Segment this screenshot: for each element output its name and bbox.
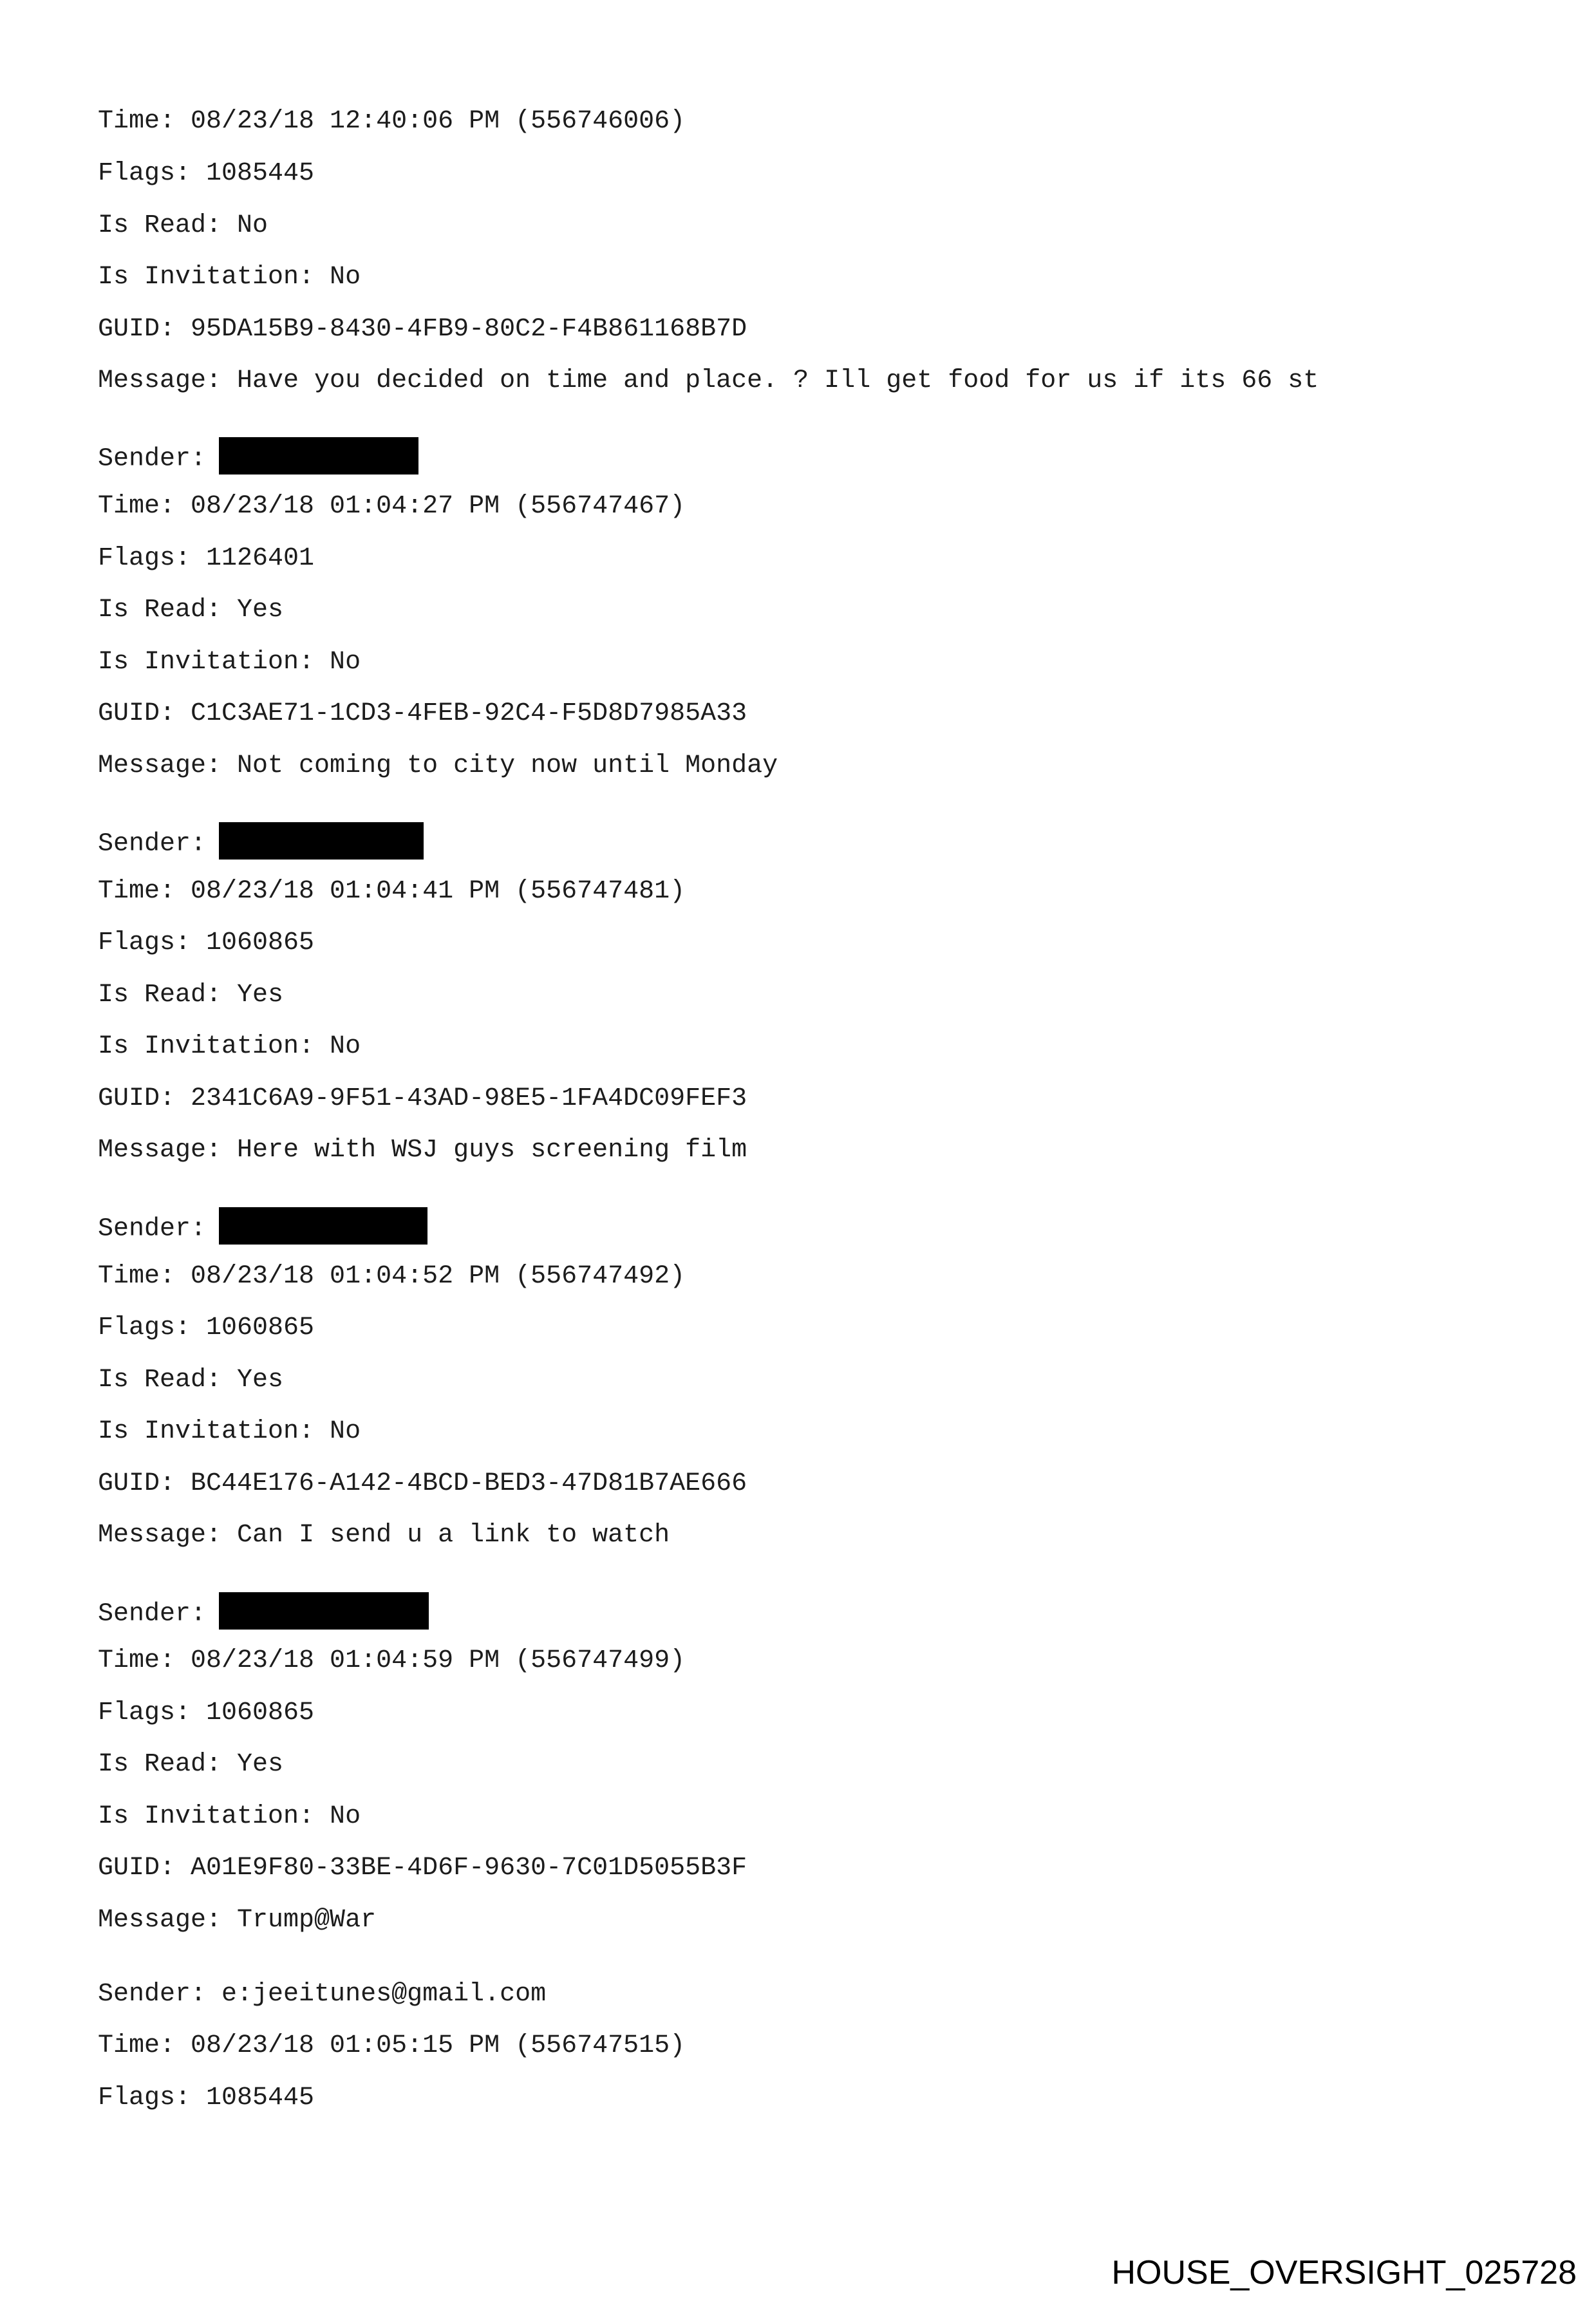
time-line <box>98 1646 685 1676</box>
redaction-box <box>219 822 424 860</box>
redaction-box <box>219 1207 427 1245</box>
guid-text: GUID: BC44E176-A142-4BCD-BED3-47D81B7AE666 <box>98 1469 747 1498</box>
guid-text: GUID: 2341C6A9-9F51-43AD-98E5-1FA4DC09FEF3 <box>98 1084 747 1113</box>
flags-line <box>98 1698 314 1728</box>
guid-text: GUID: C1C3AE71-1CD3-4FEB-92C4-F5D8D7985A33 <box>98 699 747 728</box>
bates-number: HOUSE_OVERSIGHT_025728 <box>1111 2254 1577 2291</box>
invitation-text: Is Invitation: No <box>98 648 361 677</box>
message-text: Message: Trump@War <box>98 1906 377 1935</box>
time-line <box>98 492 685 522</box>
guid-line <box>98 1469 747 1499</box>
read-line <box>98 1750 283 1780</box>
invitation-line <box>98 1802 361 1832</box>
time-line <box>98 877 685 907</box>
invitation-text: Is Invitation: No <box>98 1032 361 1061</box>
message-text: Message: Can I send u a link to watch <box>98 1521 670 1550</box>
time-text: Time: 08/23/18 01:04:27 PM (556747467) <box>98 492 686 521</box>
sender-line <box>98 1595 429 1632</box>
invitation-line <box>98 1032 361 1062</box>
guid-text: GUID: 95DA15B9-8430-4FB9-80C2-F4B861168B7D <box>98 315 747 344</box>
message-text: Message: Here with WSJ guys screening film <box>98 1136 747 1165</box>
message-line <box>98 751 778 781</box>
guid-line <box>98 699 747 729</box>
flags-text: Flags: 1085445 <box>98 2083 315 2112</box>
flags-line <box>98 928 314 958</box>
flags-text: Flags: 1060865 <box>98 928 315 957</box>
message-line <box>98 1906 376 1935</box>
time-line <box>98 107 685 136</box>
sender-line <box>98 1210 427 1247</box>
sender-text: Sender: <box>98 829 207 859</box>
guid-line <box>98 1854 747 1883</box>
sender-line <box>98 440 418 477</box>
read-text: Is Read: Yes <box>98 596 284 625</box>
time-line <box>98 2031 685 2061</box>
invitation-line <box>98 263 361 292</box>
read-text: Is Read: No <box>98 211 268 240</box>
guid-line <box>98 1084 747 1114</box>
time-text: Time: 08/23/18 01:04:59 PM (556747499) <box>98 1646 686 1675</box>
time-text: Time: 08/23/18 12:40:06 PM (556746006) <box>98 107 686 136</box>
flags-text: Flags: 1060865 <box>98 1698 315 1727</box>
time-text: Time: 08/23/18 01:04:52 PM (556747492) <box>98 1262 686 1291</box>
time-line <box>98 1262 685 1292</box>
read-text: Is Read: Yes <box>98 981 284 1010</box>
sender-text: Sender: <box>98 444 207 474</box>
time-text: Time: 08/23/18 01:04:41 PM (556747481) <box>98 877 686 906</box>
read-line <box>98 981 283 1010</box>
sender-line <box>98 825 424 862</box>
flags-line <box>98 1313 314 1343</box>
flags-line <box>98 159 314 189</box>
read-text: Is Read: Yes <box>98 1750 284 1779</box>
invitation-line <box>98 1417 361 1447</box>
sender-text: Sender: <box>98 1214 207 1244</box>
message-line <box>98 366 1319 396</box>
sender-line <box>98 1980 546 2009</box>
flags-line <box>98 2083 314 2113</box>
guid-text: GUID: A01E9F80-33BE-4D6F-9630-7C01D5055B3F <box>98 1854 747 1883</box>
flags-line <box>98 544 314 574</box>
invitation-text: Is Invitation: No <box>98 1802 361 1831</box>
redaction-box <box>219 437 418 475</box>
message-text: Message: Have you decided on time and place. ? Ill get food for us if its 66 st <box>98 366 1319 395</box>
message-line <box>98 1136 747 1165</box>
read-line <box>98 211 268 241</box>
invitation-line <box>98 648 361 677</box>
message-text: Message: Not coming to city now until Monday <box>98 751 778 780</box>
time-text: Time: 08/23/18 01:05:15 PM (556747515) <box>98 2031 686 2060</box>
invitation-text: Is Invitation: No <box>98 1417 361 1446</box>
read-line <box>98 1366 283 1395</box>
read-line <box>98 596 283 625</box>
flags-text: Flags: 1126401 <box>98 544 315 573</box>
sender-text: Sender: e:jeeitunes@gmail.com <box>98 1980 547 2009</box>
sender-text: Sender: <box>98 1599 207 1629</box>
message-line <box>98 1521 670 1550</box>
guid-line <box>98 315 747 344</box>
flags-text: Flags: 1085445 <box>98 159 315 188</box>
read-text: Is Read: Yes <box>98 1366 284 1395</box>
flags-text: Flags: 1060865 <box>98 1313 315 1342</box>
invitation-text: Is Invitation: No <box>98 263 361 292</box>
redaction-box <box>219 1592 429 1630</box>
